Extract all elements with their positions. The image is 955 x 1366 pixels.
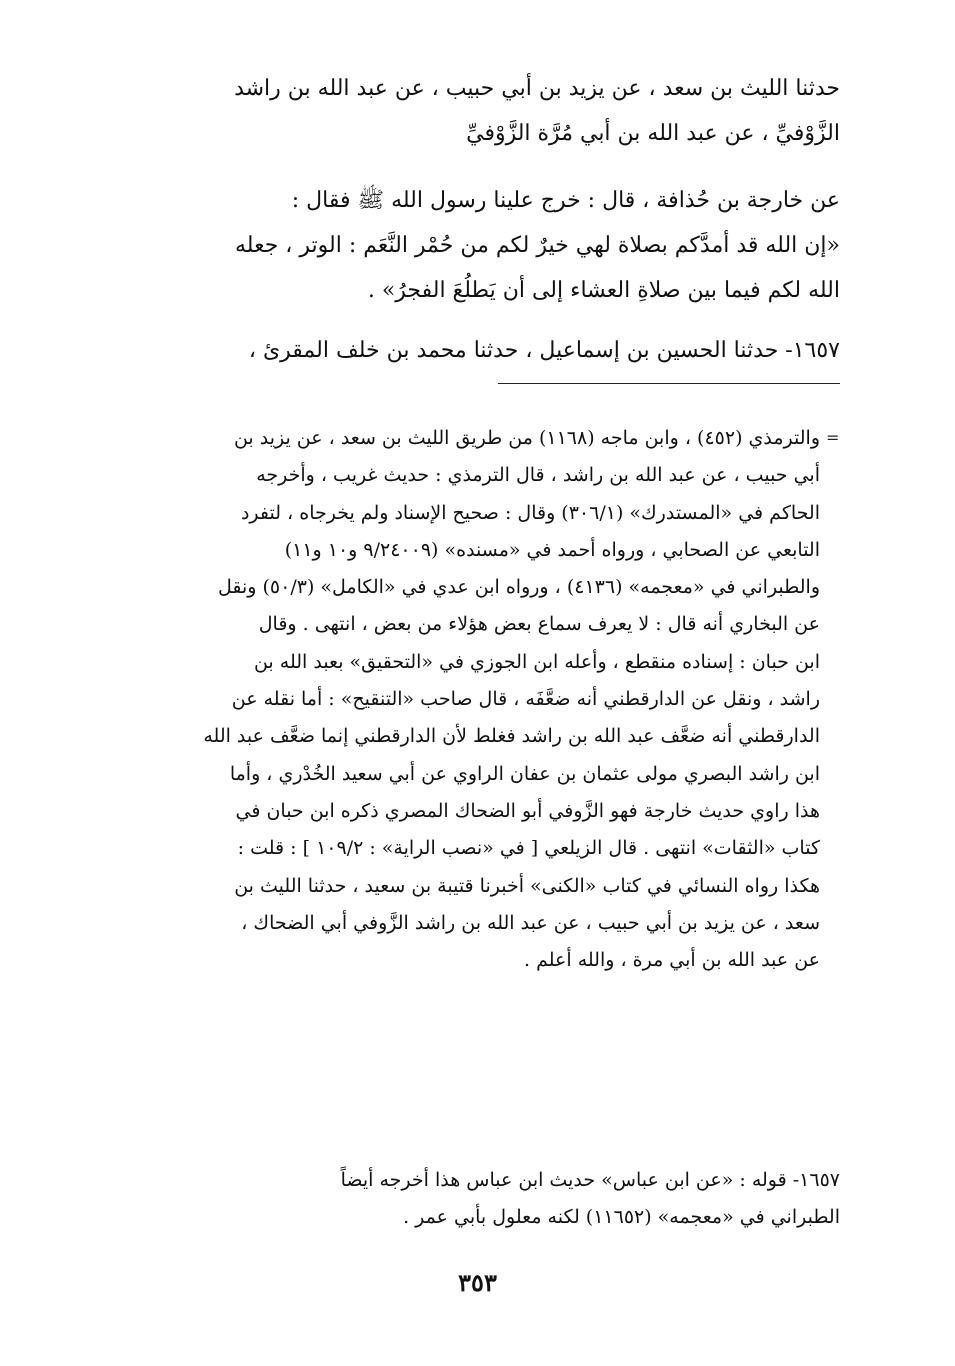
footnote-2 bbox=[130, 1162, 840, 1237]
main-text-isnad-1 bbox=[130, 66, 840, 156]
footnote-line: عن البخاري أنه قال : لا يعرف سماع بعض هؤلاء من بعض ، انتهى . وقال bbox=[258, 613, 820, 636]
footnote-line: الحاكم في «المستدرك» (٣٠٦/١) وقال : صحيح الإسناد ولم يخرجاه ، لتفرد bbox=[240, 501, 820, 524]
footnote-line: راشد ، ونقل عن الدارقطني أنه ضعَّفَه ، قال صاحب «التنقيح» : أما نقله عن bbox=[231, 688, 820, 711]
footnote-continuation-mark: = bbox=[826, 428, 840, 447]
main-text-hadith bbox=[130, 178, 840, 313]
footnote-line: والترمذي (٤٥٢) ، وابن ماجه (١١٦٨) من طريق الليث بن سعد ، عن يزيد بن bbox=[233, 427, 820, 449]
footnote-line: التابعي عن الصحابي ، ورواه أحمد في «مسنده» (٩/٢٤٠٠٩ و١٠ و١١) bbox=[284, 538, 820, 561]
text-line: ١٦٥٧- حدثنا الحسين بن إسماعيل ، حدثنا محمد بن خلف المقرئ ، bbox=[248, 338, 840, 363]
footnote-line: ابن راشد البصري مولى عثمان بن عفان الراوي عن أبي سعيد الخُدْري ، وأما bbox=[229, 762, 820, 785]
footnote-line: هكذا رواه النسائي في كتاب «الكنى» أخبرنا قتيبة بن سعيد ، حدثنا الليث بن bbox=[234, 874, 820, 897]
footnote-line: هذا راوي حديث خارجة فهو الزَّوفي أبو الضحاك المصري ذكره ابن حبان في bbox=[235, 799, 820, 822]
footnote-line: أبي حبيب ، عن عبد الله بن راشد ، قال الترمذي : حديث غريب ، وأخرجه bbox=[256, 464, 820, 487]
footnote-line: ١٦٥٧- قوله : «عن ابن عباس» حديث ابن عباس هذا أخرجه أيضاً bbox=[340, 1169, 840, 1191]
footnote-line: سعد ، عن يزيد بن أبي حبيب ، عن عبد الله بن راشد الزَّوفي أبي الضحاك ، bbox=[241, 911, 820, 934]
footnote-line: عن عبد الله بن أبي مرة ، والله أعلم . bbox=[524, 949, 820, 972]
footnote-line: الدارقطني أنه ضعَّف عبد الله بن راشد فغلط لأن الدارقطني إنما ضعَّف عبد الله bbox=[203, 725, 820, 748]
footnote-line: ابن حبان : إسناده منقطع ، وأعله ابن الجوزي في «التحقيق» بعبد الله بن bbox=[253, 650, 820, 673]
text-line: عن خارجة بن حُذافة ، قال : خرج علينا رسول الله ﷺ فقال : bbox=[291, 188, 840, 213]
text-line: «إن الله قد أمدَّكم بصلاة لهي خيرٌ لكم من حُمْر النَّعَم : الوتر ، جعله bbox=[235, 233, 840, 258]
footnote-line: كتاب «الثقات» انتهى . قال الزيلعي [ في «نصب الراية» : ١٠٩/٢ ] : قلت : bbox=[237, 837, 820, 860]
text-line: الزَّوْفيِّ ، عن عبد الله بن أبي مُرَّة الزَّوْفيِّ bbox=[466, 121, 840, 146]
text-line: حدثنا الليث بن سعد ، عن يزيد بن أبي حبيب ، عن عبد الله بن راشد bbox=[234, 76, 840, 101]
footnote-line: والطبراني في «معجمه» (٤١٣٦) ، ورواه ابن عدي في «الكامل» (٥٠/٣) ونقل bbox=[217, 576, 820, 599]
text-line: الله لكم فيما بين صلاةِ العشاء إلى أن يَطلُعَ الفجرُ» . bbox=[367, 278, 840, 303]
page-number: ٣٥٣ bbox=[458, 1268, 497, 1297]
footnote-separator bbox=[498, 383, 840, 384]
footnote-line: الطبراني في «معجمه» (١١٦٥٢) لكنه معلول بأبي عمر . bbox=[403, 1206, 840, 1229]
main-text-isnad-2 bbox=[130, 328, 840, 373]
footnote-1 bbox=[130, 420, 820, 979]
